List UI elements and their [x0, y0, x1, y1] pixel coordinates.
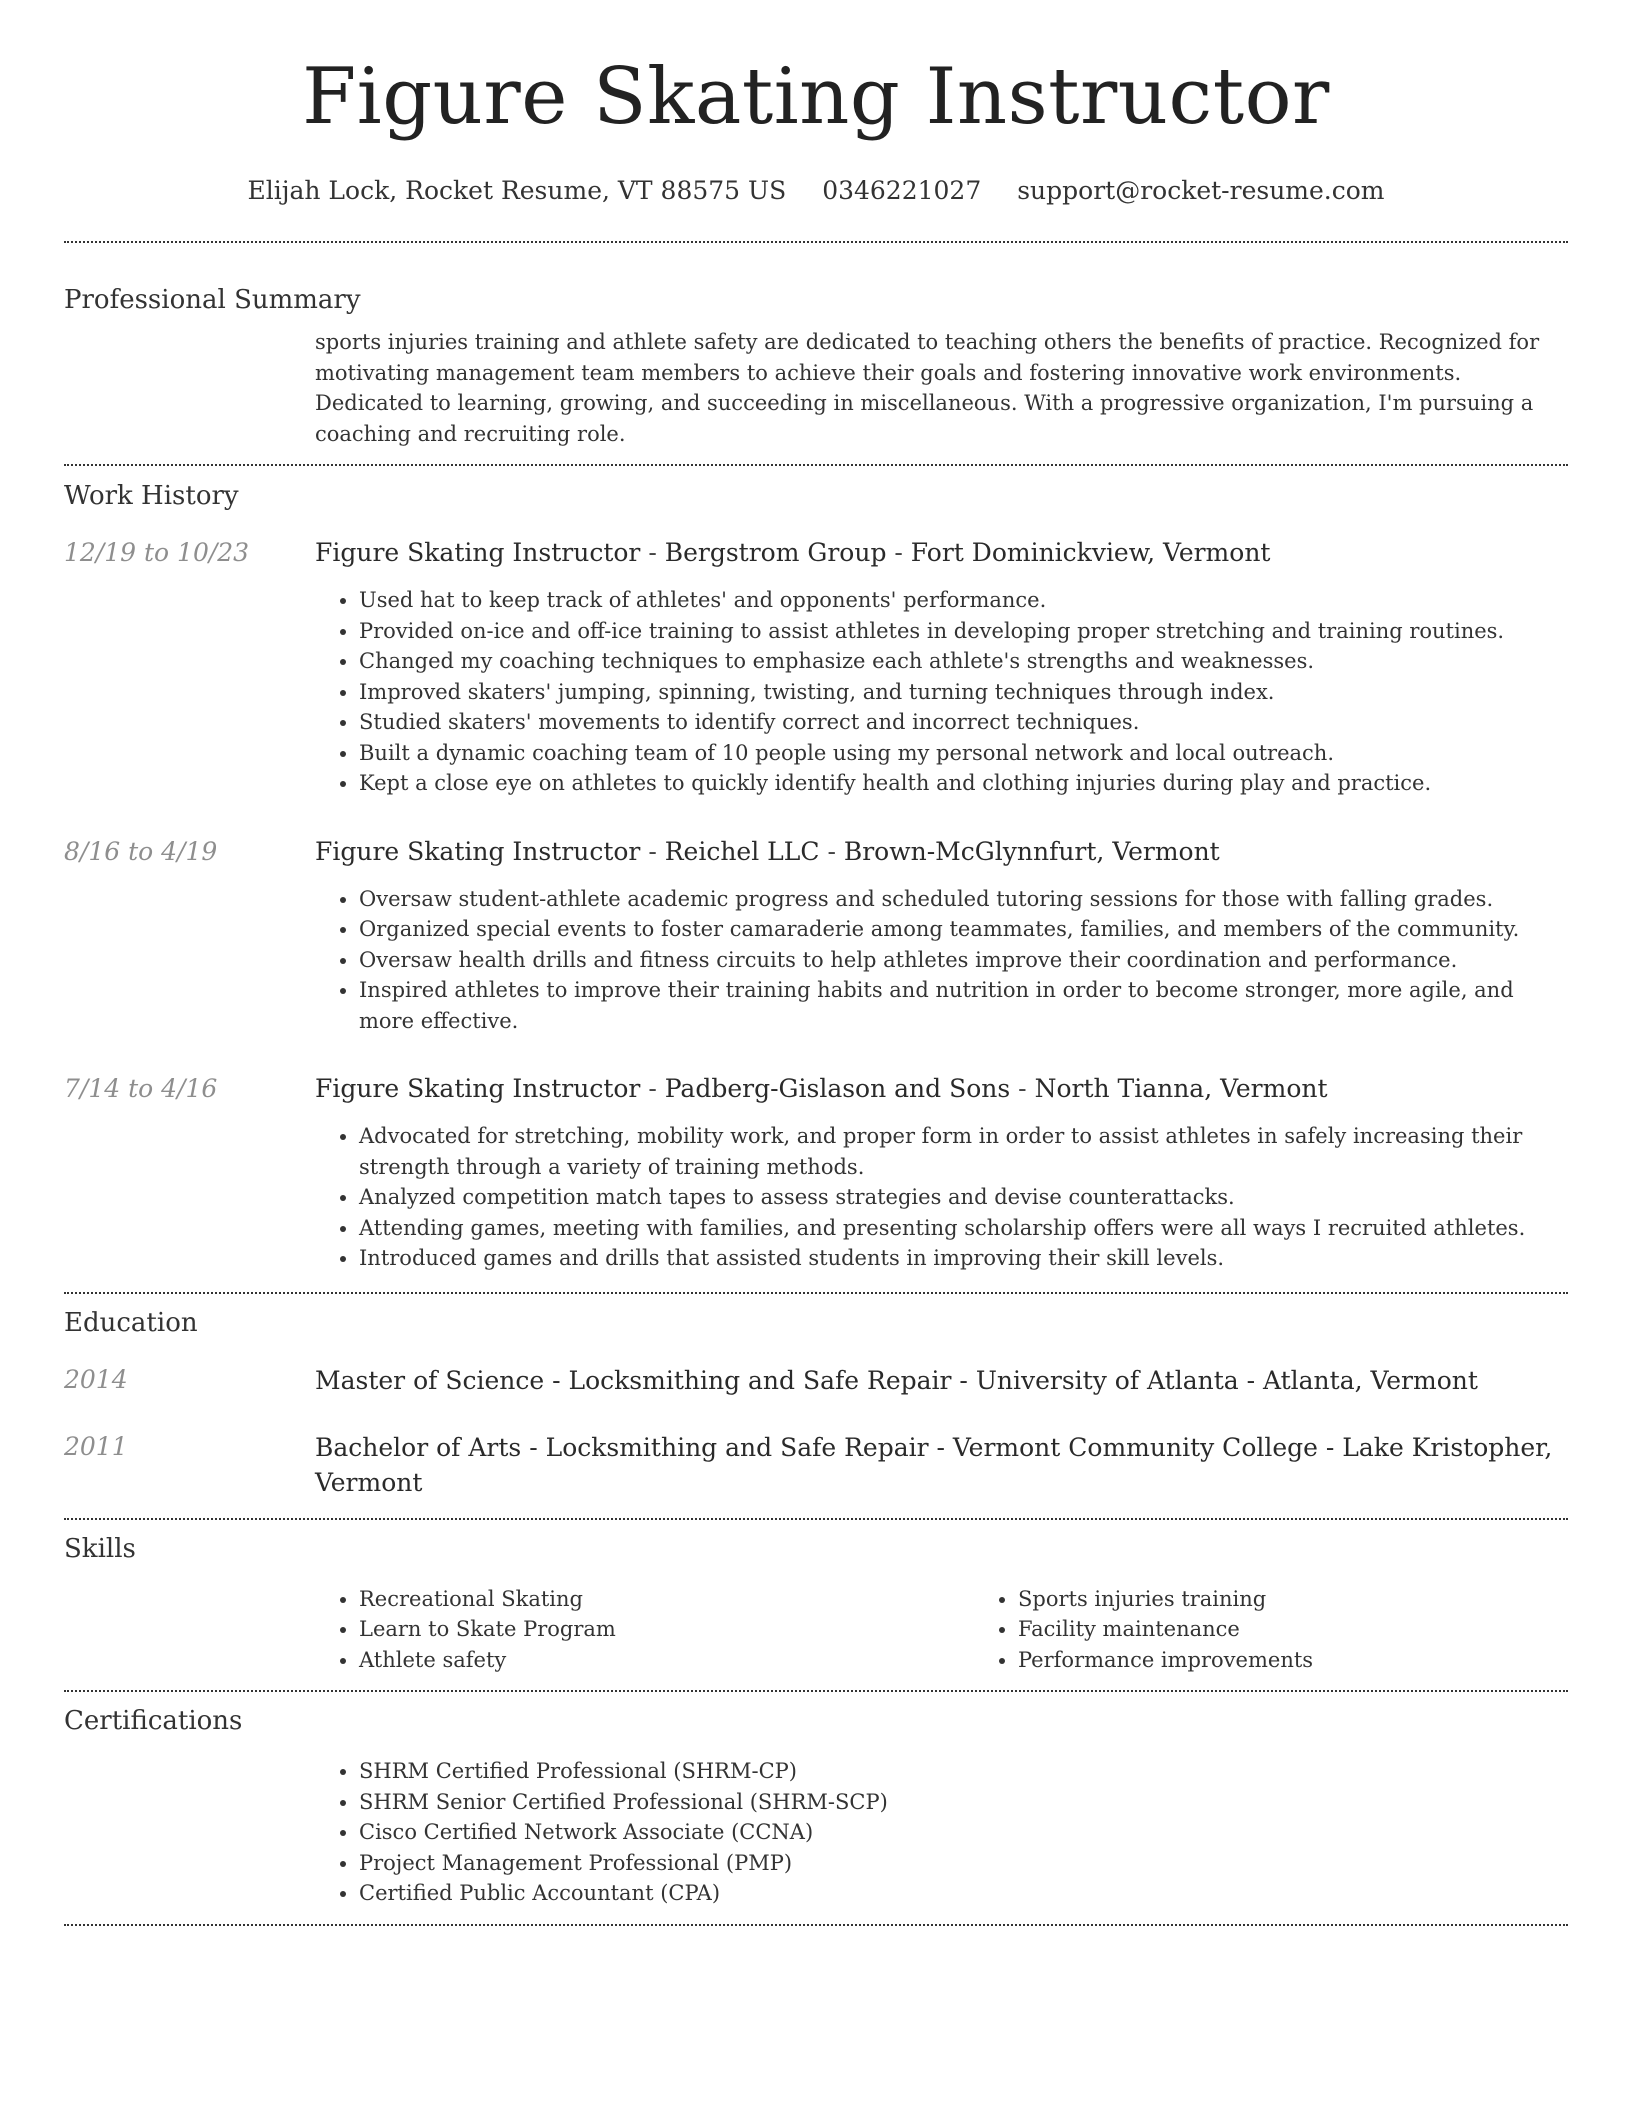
list-item: • Facility maintenance [1018, 1614, 1632, 1645]
education-heading: Bachelor of Arts - Locksmithing and Safe Repair - Vermont Community College - Lake Kristopher, Vermont [315, 1432, 1553, 1497]
section-title-certifications: Certifications [64, 1706, 243, 1736]
list-item: • Performance improvements [1018, 1645, 1632, 1676]
section-title-work: Work History [64, 481, 239, 511]
list-item: • Built a dynamic coaching team of 10 people using my personal network and local outreach. [359, 738, 1568, 769]
list-item: • Athlete safety [359, 1645, 974, 1676]
contact-address: Elijah Lock, Rocket Resume, VT 88575 US [247, 176, 787, 205]
list-item: • Used hat to keep track of athletes' and opponents' performance. [359, 585, 1568, 616]
section-title-skills: Skills [64, 1533, 136, 1564]
certifications-row [64, 1756, 1568, 1909]
list-item: • Cisco Certified Network Associate (CCNA) [359, 1817, 1568, 1848]
list-item: • Sports injuries training [1018, 1584, 1632, 1615]
job-bullets [315, 884, 1568, 1037]
list-item: • Changed my coaching techniques to emphasize each athlete's strengths and weaknesses. [359, 646, 1568, 677]
list-item: • Attending games, meeting with families, and presenting scholarship offers were all ways I recruited athletes. [359, 1213, 1568, 1244]
skills-list-right [974, 1584, 1632, 1676]
divider [64, 1690, 1568, 1692]
resume-title: Figure Skating Instructor [302, 52, 1330, 142]
contact-line [64, 174, 1568, 208]
list-item: • Inspired athletes to improve their training habits and nutrition in order to become stronger, more agile, and more effective. [359, 975, 1568, 1036]
list-item: • Kept a close eye on athletes to quickly identify health and clothing injuries during play and practice. [359, 768, 1568, 799]
list-item: • Organized special events to foster camaraderie among teammates, families, and members of the community. [359, 914, 1568, 945]
list-item: • SHRM Certified Professional (SHRM-CP) [359, 1756, 1568, 1787]
summary-text: sports injuries training and athlete safety are dedicated to teaching others the benefits of practice. Recognized for motivating management team members to achieve their goals and fostering innovative work environments. Dedicated to learning, growing, and succeeding in miscellaneous. With a progressive organization, I'm pursuing a coaching and recruiting role. [315, 330, 1540, 446]
list-item: • Oversaw health drills and fitness circuits to help athletes improve their coordination and performance. [359, 945, 1568, 976]
skills-list-left [315, 1584, 974, 1676]
section-title-summary: Professional Summary [64, 285, 361, 315]
education-entry [64, 1430, 1568, 1500]
list-item: • Analyzed competition match tapes to assess strategies and devise counterattacks. [359, 1182, 1568, 1213]
summary-row [64, 327, 1568, 449]
job-dates: 12/19 to 10/23 [64, 538, 250, 567]
job-bullets [315, 585, 1568, 799]
list-item: • Studied skaters' movements to identify correct and incorrect techniques. [359, 707, 1568, 738]
contact-phone: 0346221027 [822, 176, 982, 205]
list-item: • Improved skaters' jumping, spinning, twisting, and turning techniques through index. [359, 677, 1568, 708]
education-year: 2011 [64, 1431, 128, 1461]
skills-row [64, 1584, 1568, 1676]
list-item: • Provided on-ice and off-ice training to assist athletes in developing proper stretching and training routines. [359, 616, 1568, 647]
job-entry [64, 1072, 1568, 1274]
job-dates: 7/14 to 4/16 [64, 1074, 218, 1103]
list-item: • Oversaw student-athlete academic progress and scheduled tutoring sessions for those with falling grades. [359, 884, 1568, 915]
list-item: • Advocated for stretching, mobility work, and proper form in order to assist athletes in safely increasing their strength through a variety of training methods. [359, 1121, 1568, 1182]
divider [64, 241, 1568, 243]
resume-page [64, 0, 1568, 1926]
section-title-education: Education [64, 1307, 198, 1338]
education-year: 2014 [64, 1364, 128, 1394]
divider [64, 1924, 1568, 1926]
list-item: • Recreational Skating [359, 1584, 974, 1615]
list-item: • Introduced games and drills that assisted students in improving their skill levels. [359, 1243, 1568, 1274]
divider [64, 1518, 1568, 1520]
list-item: • Learn to Skate Program [359, 1614, 974, 1645]
job-heading: Figure Skating Instructor - Padberg-Gislason and Sons - North Tianna, Vermont [315, 1074, 1328, 1103]
education-entry [64, 1363, 1568, 1398]
contact-email: support@rocket-resume.com [1017, 176, 1385, 205]
list-item: • Certified Public Accountant (CPA) [359, 1878, 1568, 1909]
certifications-list [315, 1756, 1568, 1909]
job-entry [64, 536, 1568, 799]
job-dates: 8/16 to 4/19 [64, 836, 218, 866]
list-item: • SHRM Senior Certified Professional (SHRM-SCP) [359, 1787, 1568, 1818]
education-heading: Master of Science - Locksmithing and Safe Repair - University of Atlanta - Atlanta, Vermont [315, 1365, 1478, 1395]
divider [64, 464, 1568, 466]
list-item: • Project Management Professional (PMP) [359, 1848, 1568, 1879]
job-entry [64, 835, 1568, 1037]
divider [64, 1292, 1568, 1294]
job-heading: Figure Skating Instructor - Bergstrom Group - Fort Dominickview, Vermont [315, 538, 1271, 567]
job-heading: Figure Skating Instructor - Reichel LLC - Brown-McGlynnfurt, Vermont [315, 836, 1220, 866]
job-bullets [315, 1121, 1568, 1274]
